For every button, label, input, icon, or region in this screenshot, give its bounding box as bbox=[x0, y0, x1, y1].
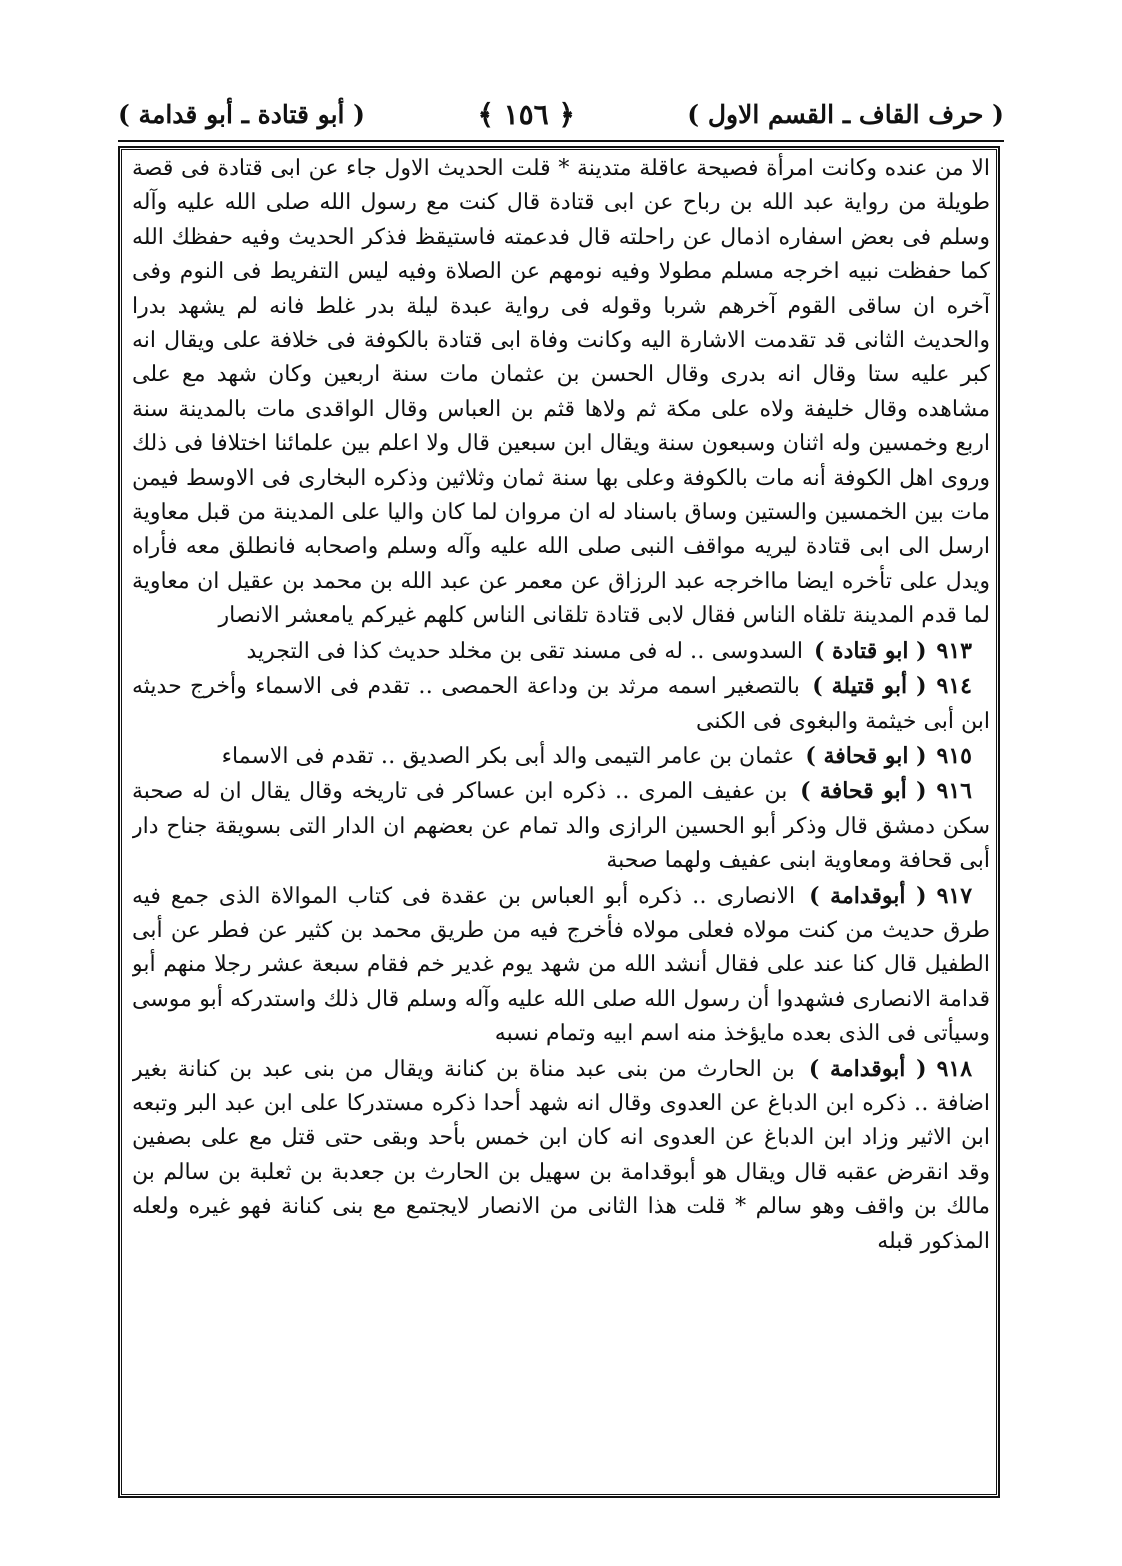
entry-range-title: ( أبو قتادة ـ أبو قدامة ) bbox=[118, 99, 366, 129]
entry-917 bbox=[132, 879, 990, 1052]
entry-name: ( ابو قتادة ) bbox=[813, 637, 927, 664]
entry-number: ٩١٨ bbox=[936, 1055, 973, 1082]
page-number: ﴿ ١٥٦ ﴾ bbox=[477, 97, 575, 131]
page-header bbox=[118, 92, 1004, 136]
entry-text: السدوسى ‥ له فى مسند تقى بن مخلد حديث كذا فى التجريد bbox=[246, 638, 803, 664]
entry-number: ٩١٥ bbox=[936, 742, 972, 769]
entry-918 bbox=[132, 1052, 990, 1259]
entry-name: ( أبو قتيلة ) bbox=[812, 673, 927, 700]
entry-916 bbox=[132, 774, 990, 878]
entry-name: ( أبو قحافة ) bbox=[800, 778, 927, 805]
entry-name: ( أبوقدامة ) bbox=[808, 1055, 927, 1082]
entry-text: بالتصغير اسمه مرثد بن وداعة الحمصى ‥ تقدم فى الاسماء وأخرج حديثه ابن أبى خيثمة والبغوى فى الكنى bbox=[132, 674, 990, 734]
entry-name: ( ابو قحافة ) bbox=[805, 742, 927, 769]
entry-text: بن عفيف المرى ‥ ذكره ابن عساكر فى تاريخه وقال يقال ان له صحبة سكن دمشق قال وذكر أبو الحسين الرازى والد تمام عن بعضهم ان الدار التى بسويقة جناح دار أبى قحافة ومعاوية ابنى عفيف ولهما صحبة bbox=[132, 779, 990, 874]
entry-913 bbox=[132, 634, 990, 669]
intro-paragraph: الا من عنده وكانت امرأة فصيحة عاقلة متدينة * قلت الحديث الاول جاء عن ابى قتادة فى قصة طويلة من رواية عبد الله بن رباح عن ابى قتادة قال كنت مع رسول الله صلى الله عليه وآله وسلم فى بعض اسفاره اذمال عن راحلته قال فدعمته فاستيقظ فذكر الحديث وفيه حفظك الله كما حفظت نبيه اخرجه مسلم مطولا وفيه نومهم عن الصلاة وفيه ليس التفريط فى النوم وفى آخره ان ساقى القوم آخرهم شربا وقوله فى رواية عبدة ليلة بدر غلط فانه لم يشهد بدرا والحديث الثانى قد تقدمت الاشارة اليه وكانت وفاة ابى قتادة بالكوفة فى خلافة على ويقال انه كبر عليه ستا وقال انه بدرى وقال الحسن بن عثمان مات سنة اربعين وكان شهد مع على مشاهده وقال خليفة ولاه على مكة ثم ولاها قثم بن العباس وقال الواقدى مات بالمدينة سنة اربع وخمسين وله اثنان وسبعون سنة ويقال ابن سبعين قال ولا اعلم بين علمائنا اختلافا فى ذلك وروى اهل الكوفة أنه مات بالكوفة وعلى بها سنة ثمان وثلاثين وذكره البخارى فى الاوسط فيمن مات بين الخمسين والستين وساق باسناد له ان مروان لما كان واليا على المدينة من قبل معاوية ارسل الى ابى قتادة ليريه مواقف النبى صلى الله عليه وآله وسلم واصحابه فانطلق معه فأراه ويدل على تأخره ايضا مااخرجه عبد الرزاق عن معمر عن عبد الله بن محمد بن عقيل ان معاوية لما قدم المدينة تلقاه الناس فقال لابى قتادة تلقانى الناس كلهم غيركم يامعشر الانصار bbox=[132, 156, 990, 629]
entry-number: ٩١٣ bbox=[936, 637, 972, 664]
entry-915 bbox=[132, 739, 990, 774]
entry-text: بن الحارث من بنى عبد مناة بن كنانة ويقال من بنى عبد بن كنانة بغير اضافة ‥ ذكره ابن الدباغ عن العدوى وقال انه شهد أحدا ذكره مستدركا على ابن عبد البر وتبعه ابن الاثير وزاد ابن الدباغ عن العدوى انه كان ابن خمس بأحد وبقى حتى قتل مع على بصفين وقد انقرض عقبه قال ويقال هو أبوقدامة بن سهيل بن الحارث بن جعدبة بن ثعلبة بن سالم بن مالك بن واقف وهو سالم * قلت هذا الثانى من الانصار لايجتمع مع بنى كنانة فهو غيره ولعله المذكور قبله bbox=[132, 1056, 990, 1254]
entry-914 bbox=[132, 669, 990, 739]
header-rule bbox=[118, 140, 1004, 142]
entry-number: ٩١٤ bbox=[936, 673, 972, 700]
entry-number: ٩١٦ bbox=[936, 778, 972, 805]
entry-number: ٩١٧ bbox=[936, 882, 973, 909]
entry-name: ( أبوقدامة ) bbox=[809, 882, 927, 909]
section-title: ( حرف القاف ـ القسم الاول ) bbox=[687, 99, 1004, 129]
entry-text: الانصارى ‥ ذكره أبو العباس بن عقدة فى كتاب الموالاة الذى جمع فيه طرق حديث من كنت مولاه فعلى مولاه فأخرج فيه من طريق محمد بن كثير عن فطر عن أبى الطفيل قال كنا عند على فقال أنشد الله من شهد يوم غدير خم فقام سبعة عشر رجلا منهم أبو قدامة الانصارى فشهدوا أن رسول الله صلى الله عليه وآله وسلم قال ذلك واستدركه أبو موسى وسيأتى فى الذى بعده مايؤخذ منه اسم ابيه وتمام نسبه bbox=[132, 883, 990, 1047]
main-text bbox=[132, 152, 990, 1492]
entry-text: عثمان بن عامر التيمى والد أبى بكر الصديق ‥ تقدم فى الاسماء bbox=[221, 743, 795, 769]
